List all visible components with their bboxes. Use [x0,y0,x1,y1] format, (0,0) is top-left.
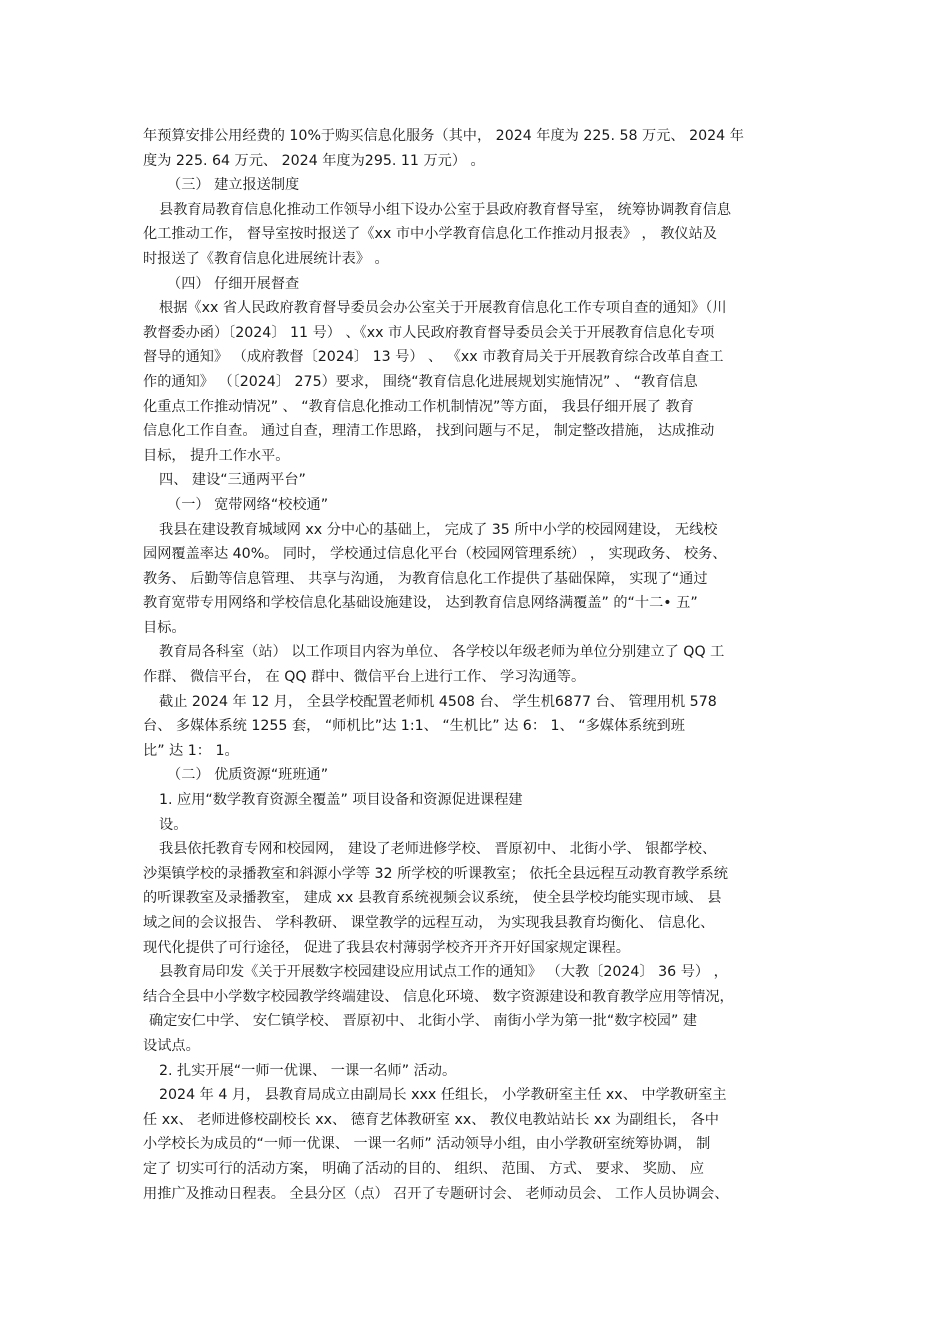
text-line: 确定安仁中学、 安仁镇学校、 晋原初中、 北街小学、 南街小学为第一批“数字校园” 建 [149,1013,698,1030]
text-line: 作的通知》 （〔2024〕 275）要求， 围绕“教育信息化进展规划实施情况” 、 “教育信息 [143,373,698,390]
text-line: 任 xx、 老师进修校副校长 xx、 德育艺体教研室 xx、 教仪电教站站长 xx 为副组长， 各中 [143,1111,719,1128]
text-line: （三） 建立报送制度 [167,177,300,194]
text-line: 域之间的会议报告、 学科教研、 课堂教学的远程互动， 为实现我县教育均衡化、 信息化、 [143,915,715,931]
text-line: 用推广及推动日程表。 全县分区（点） 召开了专题研讨会、 老师动员会、 工作人员协调会、 [143,1185,729,1202]
text-line: 台、 多媒体系统 1255 套， “师机比”达 1:1、 “生机比” 达 6： 1、 “多媒体系统到班 [143,718,685,735]
text-line: 2024 年 4 月， 县教育局成立由副局长 xxx 任组长， 小学教研室主任 xx、 中学教研室主 [159,1087,727,1104]
text-line: 作群、 微信平台， 在 QQ 群中、微信平台上进行工作、 学习沟通等。 [143,669,586,686]
text-line: 度为 225. 64 万元、 2024 年度为295. 11 万元） 。 [143,152,485,169]
text-line: 教育局各科室（站） 以工作项目内容为单位、 各学校以年级老师为单位分别建立了 QQ 工 [159,644,725,661]
text-line: 定了 切实可行的活动方案， 明确了活动的目的、 组织、 范围、 方式、 要求、 奖励、 应 [143,1160,705,1177]
text-line: 目标。 [143,619,186,636]
text-line: 2. 扎实开展“一师一优课、 一课一名师” 活动。 [159,1062,457,1079]
text-line: 现代化提供了可行途径， 促进了我县农村薄弱学校齐开齐开好国家规定课程。 [143,939,630,956]
text-line: 化工推动工作， 督导室按时报送了《xx 市中小学教育信息化工作推动月报表》 ， 教仪站及 [143,226,717,243]
text-line: 目标， 提升工作水平。 [143,447,290,464]
text-line: 的听课教室及录播教室， 建成 xx 县教育系统视频会议系统， 使全县学校均能实现市域、 县 [143,890,722,907]
text-line: （四） 仔细开展督查 [167,275,300,292]
text-line: 截止 2024 年 12 月， 全县学校配置老师机 4508 台、 学生机6877 台、 管理用机 578 [159,693,717,710]
text-line: 设试点。 [143,1037,200,1054]
text-line: 时报送了《教育信息化进展统计表》 。 [143,250,389,267]
text-line: 我县在建设教育城域网 xx 分中心的基础上， 完成了 35 所中小学的校园网建设， 无线校 [159,521,718,538]
text-line: 小学校长为成员的“一师一优课、 一课一名师” 活动领导小组，由小学教研室统筹协调， 制 [143,1136,711,1153]
text-line: 县教育局印发《关于开展数字校园建设应用试点工作的通知》 （大教〔2024〕 36 号） ， [159,964,728,981]
text-line: 信息化工作自查。 通过自查，理清工作思路， 找到问题与不足， 制定整改措施， 达成推动 [143,423,715,440]
text-line: 园网覆盖率达 40%。 同时， 学校通过信息化平台（校园网管理系统） ， 实现政务、 校务、 [143,546,727,563]
text-line: 根据《xx 省人民政府教育督导委员会办公室关于开展教育信息化工作专项自查的通知》（川 [159,300,727,317]
text-line: 我县依托教育专网和校园网， 建设了老师进修学校、 晋原初中、 北街小学、 银都学校、 [159,841,717,858]
text-line: 1. 应用“数学教育资源全覆盖” 项目设备和资源促进课程建 [159,792,523,809]
text-line: （二） 优质资源“班班通” [167,767,329,784]
text-line: 化重点工作推动情况” 、 “教育信息化推动工作机制情况”等方面， 我县仔细开展了 教育 [143,398,694,415]
text-line: 结合全县中小学数字校园教学终端建设、 信息化环境、 数字资源建设和教育教学应用等情况， [143,988,734,1005]
text-line: 教督委办函）〔2024〕 11 号） 、《xx 市人民政府教育督导委员会关于开展教育信息化专项 [143,324,715,341]
text-line: 教育宽带专用网络和学校信息化基础设施建设， 达到教育信息网络满覆盖” 的“十二• 五” [143,595,698,612]
text-line: 教务、 后勤等信息管理、 共享与沟通， 为教育信息化工作提供了基础保障， 实现了“通过 [143,570,708,587]
text-line: 设。 [159,816,188,833]
text-line: 沙渠镇学校的录播教室和斜源小学等 32 所学校的听课教室； 依托全县远程互动教育教学系统 [143,865,728,882]
text-line: 督导的通知》 （成府教督〔2024〕 13 号） 、 《xx 市教育局关于开展教育综合改革自查工 [143,349,724,366]
text-line: （一） 宽带网络“校校通” [167,496,329,513]
text-line: 比” 达 1： 1。 [143,742,239,759]
text-line: 县教育局教育信息化推动工作领导小组下设办公室于县政府教育督导室， 统筹协调教育信息 [159,201,732,218]
text-line: 年预算安排公用经费的 10%于购买信息化服务（其中， 2024 年度为 225. 58 万元、 2024 年 [143,128,744,144]
document-body [143,124,813,1206]
text-line: 四、 建设“三通两平台” [159,472,306,489]
